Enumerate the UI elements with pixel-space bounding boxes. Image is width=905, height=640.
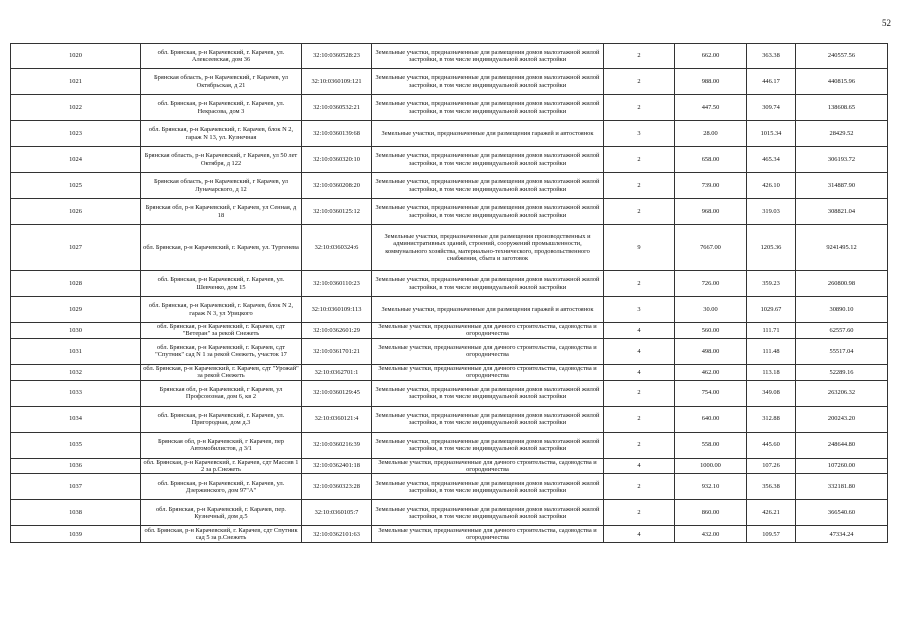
table-row — [11, 173, 888, 199]
cadastral-number-cell: 32:10:0362701:1 — [302, 364, 372, 380]
cadastral-value-cell: 52289.16 — [796, 364, 888, 380]
cadastral-number-cell: 32:10:0360216:39 — [302, 432, 372, 458]
unit-value-cell: 1205.36 — [747, 225, 796, 271]
group-number-cell: 3 — [604, 297, 675, 323]
table-row — [11, 364, 888, 380]
table-row — [11, 271, 888, 297]
area-cell: 462.00 — [675, 364, 747, 380]
row-number: 1035 — [11, 432, 141, 458]
address-cell: обл. Брянская, р-н Карачевский, г. Карачев, сдт Массив 1 2 за р.Снежеть — [141, 458, 302, 474]
area-cell: 988.00 — [675, 69, 747, 95]
table-row — [11, 338, 888, 364]
table-row — [11, 500, 888, 526]
group-number-cell: 2 — [604, 173, 675, 199]
group-number-cell: 2 — [604, 44, 675, 69]
group-number-cell: 2 — [604, 147, 675, 173]
land-use-cell: Земельные участки, предназначенные для размещения домов малоэтажной жилой застройки, в том числе индивидуальной жилой застройки — [372, 500, 604, 526]
land-use-cell: Земельные участки, предназначенные для дачного строительства, садоводства и огородничества — [372, 526, 604, 543]
cadastral-number-cell: 32:10:0360320:10 — [302, 147, 372, 173]
cadastral-value-cell: 440815.96 — [796, 69, 888, 95]
group-number-cell: 4 — [604, 323, 675, 339]
cadastral-value-cell: 314887.90 — [796, 173, 888, 199]
land-use-cell: Земельные участки, предназначенные для размещения домов малоэтажной жилой застройки, в том числе индивидуальной жилой застройки — [372, 271, 604, 297]
row-number: 1030 — [11, 323, 141, 339]
table-row — [11, 297, 888, 323]
group-number-cell: 4 — [604, 526, 675, 543]
table-row — [11, 380, 888, 406]
row-number: 1026 — [11, 199, 141, 225]
address-cell: обл. Брянская, р-н Карачевский, г. Карачев, ул. Дзержинского, дом 97"А" — [141, 474, 302, 500]
area-cell: 662.00 — [675, 44, 747, 69]
cadastral-value-cell: 263206.32 — [796, 380, 888, 406]
area-cell: 640.00 — [675, 406, 747, 432]
row-number: 1031 — [11, 338, 141, 364]
address-cell: обл. Брянская, р-н Карачевский, г. Карачев, сдт "Урожай" за рекой Снежеть — [141, 364, 302, 380]
address-cell: обл. Брянская, р-н Карачевский, г. Карачев, сдт "Спутник" сад N 1 за рекой Снежеть, участок 17 — [141, 338, 302, 364]
group-number-cell: 3 — [604, 121, 675, 147]
cadastral-number-cell: 32:10:0360110:23 — [302, 271, 372, 297]
cadastral-number-cell: 32:10:0362401:18 — [302, 458, 372, 474]
cadastral-value-cell: 240557.56 — [796, 44, 888, 69]
cadastral-value-cell: 308821.04 — [796, 199, 888, 225]
cadastral-number-cell: 32:10:0362101:63 — [302, 526, 372, 543]
land-use-cell: Земельные участки, предназначенные для размещения домов малоэтажной жилой застройки, в том числе индивидуальной жилой застройки — [372, 406, 604, 432]
land-use-cell: Земельные участки, предназначенные для размещения гаражей и автостоянок — [372, 297, 604, 323]
table-row — [11, 406, 888, 432]
row-number: 1025 — [11, 173, 141, 199]
cadastral-number-cell: 32:10:0360105:7 — [302, 500, 372, 526]
area-cell: 28.00 — [675, 121, 747, 147]
area-cell: 739.00 — [675, 173, 747, 199]
unit-value-cell: 356.38 — [747, 474, 796, 500]
unit-value-cell: 349.08 — [747, 380, 796, 406]
row-number: 1027 — [11, 225, 141, 271]
unit-value-cell: 465.34 — [747, 147, 796, 173]
table-row — [11, 121, 888, 147]
area-cell: 7667.00 — [675, 225, 747, 271]
land-use-cell: Земельные участки, предназначенные для размещения гаражей и автостоянок — [372, 121, 604, 147]
row-number: 1033 — [11, 380, 141, 406]
area-cell: 30.00 — [675, 297, 747, 323]
land-use-cell: Земельные участки, предназначенные для дачного строительства, садоводства и огородничества — [372, 323, 604, 339]
table-row — [11, 95, 888, 121]
unit-value-cell: 445.60 — [747, 432, 796, 458]
land-use-cell: Земельные участки, предназначенные для размещения домов малоэтажной жилой застройки, в том числе индивидуальной жилой застройки — [372, 147, 604, 173]
address-cell: обл. Брянская, р-н Карачевский, г. Карачев, пер. Кузнечный, дом д.5 — [141, 500, 302, 526]
cadastral-value-cell: 55517.04 — [796, 338, 888, 364]
area-cell: 558.00 — [675, 432, 747, 458]
address-cell: обл. Брянская, р-н Карачевский, г. Карачев, ул. Тургенева — [141, 225, 302, 271]
land-use-cell: Земельные участки, предназначенные для дачного строительства, садоводства и огородничества — [372, 338, 604, 364]
land-use-cell: Земельные участки, предназначенные для размещения домов малоэтажной жилой застройки, в том числе индивидуальной жилой застройки — [372, 69, 604, 95]
cadastral-value-cell: 260800.98 — [796, 271, 888, 297]
land-use-cell: Земельные участки, предназначенные для дачного строительства, садоводства и огородничества — [372, 364, 604, 380]
area-cell: 658.00 — [675, 147, 747, 173]
land-use-cell: Земельные участки, предназначенные для размещения домов малоэтажной жилой застройки, в том числе индивидуальной жилой застройки — [372, 44, 604, 69]
address-cell: обл. Брянская, р-н Карачевский, г. Карачев, сдт "Ветеран" за рекой Снежеть — [141, 323, 302, 339]
cadastral-number-cell: 32:10:0360208:20 — [302, 173, 372, 199]
unit-value-cell: 1015.34 — [747, 121, 796, 147]
group-number-cell: 4 — [604, 458, 675, 474]
group-number-cell: 9 — [604, 225, 675, 271]
row-number: 1037 — [11, 474, 141, 500]
address-cell: Брянская обл, р-н Карачевский, г Карачев, ул Сенная, д 18 — [141, 199, 302, 225]
area-cell: 1000.00 — [675, 458, 747, 474]
address-cell: Брянская обл, р-н Карачевский, г Карачев, пер Автомобилистов, д 3/1 — [141, 432, 302, 458]
address-cell: обл. Брянская, р-н Карачевский, г. Карачев, сдт Спутник сад 5 за р.Снежеть — [141, 526, 302, 543]
cadastral-value-cell: 138608.65 — [796, 95, 888, 121]
address-cell: обл. Брянская, р-н Карачевский, г. Карачев, блок N 2, гараж N 13, ул. Кузнечная — [141, 121, 302, 147]
area-cell: 932.10 — [675, 474, 747, 500]
group-number-cell: 2 — [604, 380, 675, 406]
unit-value-cell: 111.48 — [747, 338, 796, 364]
address-cell: Брянская область, р-н Карачевский, г Карачев, ул Луначарского, д 12 — [141, 173, 302, 199]
unit-value-cell: 359.23 — [747, 271, 796, 297]
land-use-cell: Земельные участки, предназначенные для размещения домов малоэтажной жилой застройки, в том числе индивидуальной жилой застройки — [372, 95, 604, 121]
group-number-cell: 2 — [604, 432, 675, 458]
table-row — [11, 225, 888, 271]
land-use-cell: Земельные участки, предназначенные для дачного строительства, садоводства и огородничества — [372, 458, 604, 474]
area-cell: 754.00 — [675, 380, 747, 406]
table-row — [11, 69, 888, 95]
row-number: 1032 — [11, 364, 141, 380]
unit-value-cell: 312.88 — [747, 406, 796, 432]
area-cell: 560.00 — [675, 323, 747, 339]
unit-value-cell: 107.26 — [747, 458, 796, 474]
row-number: 1029 — [11, 297, 141, 323]
cadastral-number-cell: 32:10:0360324:6 — [302, 225, 372, 271]
cadastral-number-cell: 32:10:0360528:23 — [302, 44, 372, 69]
page-number: 52 — [882, 18, 891, 28]
unit-value-cell: 426.21 — [747, 500, 796, 526]
group-number-cell: 4 — [604, 338, 675, 364]
cadastral-number-cell: 32:10:0360129:45 — [302, 380, 372, 406]
row-number: 1036 — [11, 458, 141, 474]
row-number: 1039 — [11, 526, 141, 543]
area-cell: 968.00 — [675, 199, 747, 225]
cadastral-value-cell: 332181.80 — [796, 474, 888, 500]
land-use-cell: Земельные участки, предназначенные для размещения домов малоэтажной жилой застройки, в том числе индивидуальной жилой застройки — [372, 432, 604, 458]
table-row — [11, 458, 888, 474]
table-row — [11, 432, 888, 458]
cadastral-number-cell: 32:10:0360125:12 — [302, 199, 372, 225]
group-number-cell: 2 — [604, 271, 675, 297]
address-cell: обл. Брянская, р-н Карачевский, г. Карачев, ул. Некрасова, дом 3 — [141, 95, 302, 121]
address-cell: Брянская область, р-н Карачевский, г Карачев, ул 50 лет Октября, д 122 — [141, 147, 302, 173]
row-number: 1023 — [11, 121, 141, 147]
cadastral-value-cell: 28429.52 — [796, 121, 888, 147]
row-number: 1024 — [11, 147, 141, 173]
unit-value-cell: 363.38 — [747, 44, 796, 69]
area-cell: 498.00 — [675, 338, 747, 364]
group-number-cell: 4 — [604, 364, 675, 380]
cadastral-value-cell: 30890.10 — [796, 297, 888, 323]
area-cell: 726.00 — [675, 271, 747, 297]
row-number: 1034 — [11, 406, 141, 432]
row-number: 1028 — [11, 271, 141, 297]
unit-value-cell: 109.57 — [747, 526, 796, 543]
table-row — [11, 147, 888, 173]
group-number-cell: 2 — [604, 95, 675, 121]
address-cell: Брянская обл, р-н Карачевский, г Карачев, ул Профсоюзная, дом 6, кв 2 — [141, 380, 302, 406]
table-row — [11, 323, 888, 339]
unit-value-cell: 426.10 — [747, 173, 796, 199]
cadastral-value-cell: 248644.80 — [796, 432, 888, 458]
cadastral-value-cell: 62557.60 — [796, 323, 888, 339]
land-use-cell: Земельные участки, предназначенные для размещения домов малоэтажной жилой застройки, в том числе индивидуальной жилой застройки — [372, 380, 604, 406]
table-row — [11, 44, 888, 69]
area-cell: 860.00 — [675, 500, 747, 526]
cadastral-number-cell: 32:10:0361701:21 — [302, 338, 372, 364]
row-number: 1022 — [11, 95, 141, 121]
group-number-cell: 2 — [604, 199, 675, 225]
unit-value-cell: 113.18 — [747, 364, 796, 380]
group-number-cell: 2 — [604, 474, 675, 500]
cadastral-number-cell: 32:10:0360109:121 — [302, 69, 372, 95]
unit-value-cell: 111.71 — [747, 323, 796, 339]
cadastral-number-cell: 32:10:0360121:4 — [302, 406, 372, 432]
unit-value-cell: 446.17 — [747, 69, 796, 95]
land-registry-table — [10, 43, 888, 543]
area-cell: 432.00 — [675, 526, 747, 543]
land-use-cell: Земельные участки, предназначенные для размещения домов малоэтажной жилой застройки, в том числе индивидуальной жилой застройки — [372, 199, 604, 225]
address-cell: обл. Брянская, р-н Карачевский, г. Карачев, ул. Шевченко, дом 15 — [141, 271, 302, 297]
cadastral-value-cell: 9241495.12 — [796, 225, 888, 271]
cadastral-number-cell: 32:10:0360532:21 — [302, 95, 372, 121]
unit-value-cell: 1029.67 — [747, 297, 796, 323]
land-use-cell: Земельные участки, предназначенные для размещения домов малоэтажной жилой застройки, в том числе индивидуальной жилой застройки — [372, 474, 604, 500]
cadastral-value-cell: 366540.60 — [796, 500, 888, 526]
cadastral-value-cell: 200243.20 — [796, 406, 888, 432]
cadastral-value-cell: 306193.72 — [796, 147, 888, 173]
land-use-cell: Земельные участки, предназначенные для размещения производственных и административных зданий, строений, сооружений промышленности, коммунального хозяйства, материально-технического, продовольственного снабжения, сбыта и заготовок — [372, 225, 604, 271]
address-cell: обл. Брянская, р-н Карачевский, г. Карачев, ул. Пригородная, дом д.3 — [141, 406, 302, 432]
land-use-cell: Земельные участки, предназначенные для размещения домов малоэтажной жилой застройки, в том числе индивидуальной жилой застройки — [372, 173, 604, 199]
group-number-cell: 2 — [604, 500, 675, 526]
group-number-cell: 2 — [604, 406, 675, 432]
table-row — [11, 526, 888, 543]
cadastral-value-cell: 107260.00 — [796, 458, 888, 474]
row-number: 1021 — [11, 69, 141, 95]
cadastral-number-cell: 32:10:0362601:29 — [302, 323, 372, 339]
group-number-cell: 2 — [604, 69, 675, 95]
table-row — [11, 474, 888, 500]
cadastral-number-cell: 32:10:0360139:68 — [302, 121, 372, 147]
area-cell: 447.50 — [675, 95, 747, 121]
unit-value-cell: 319.03 — [747, 199, 796, 225]
row-number: 1038 — [11, 500, 141, 526]
cadastral-number-cell: 32:10:0360323:28 — [302, 474, 372, 500]
address-cell: обл. Брянская, р-н Карачевский, г. Карачев, ул. Алексеевская, дом 36 — [141, 44, 302, 69]
address-cell: обл. Брянская, р-н Карачевский, г. Карачев, блок N 2, гараж N 3, ул Урицкого — [141, 297, 302, 323]
unit-value-cell: 309.74 — [747, 95, 796, 121]
cadastral-number-cell: 32:10:0360109:113 — [302, 297, 372, 323]
address-cell: Брянская область, р-н Карачевский, г Карачев, ул Октябрьская, д 21 — [141, 69, 302, 95]
cadastral-value-cell: 47334.24 — [796, 526, 888, 543]
table-row — [11, 199, 888, 225]
row-number: 1020 — [11, 44, 141, 69]
